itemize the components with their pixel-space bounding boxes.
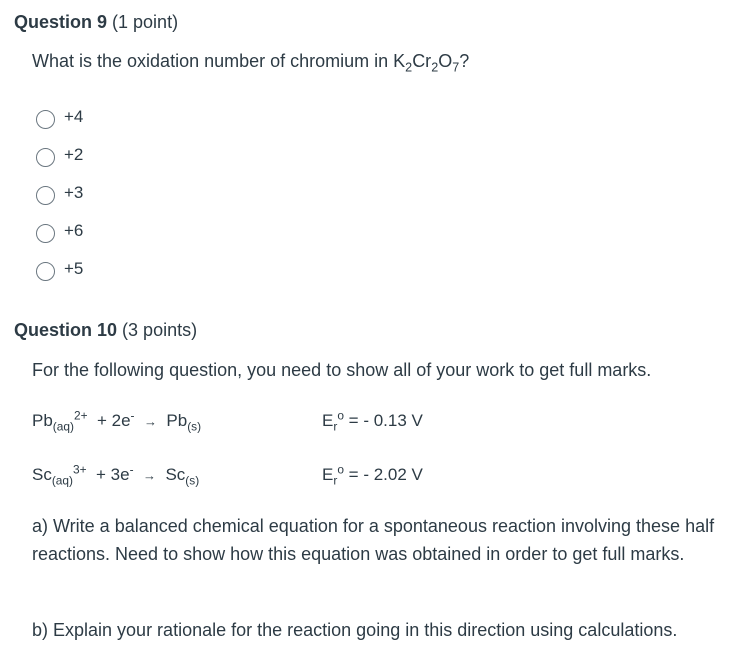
electron-charge: - (129, 462, 134, 477)
potential-value: = - 2.02 V (348, 465, 423, 484)
radio-button[interactable] (36, 110, 55, 129)
potential-pb (322, 408, 423, 434)
electrons: + 2e (96, 411, 131, 430)
potential-sc (322, 462, 423, 488)
cr-symbol: Cr (412, 51, 432, 71)
option-label[interactable]: +4 (64, 107, 84, 126)
reaction-arrow: → (143, 414, 157, 429)
question-9-points: (1 point) (112, 12, 179, 32)
potential-label: E (322, 411, 334, 430)
part-b-text: b) Explain your rationale for the reaction going in this direction using calculations. (32, 620, 678, 640)
cr-subscript: 2 (431, 60, 439, 75)
k-subscript: 2 (405, 60, 413, 75)
radio-button[interactable] (36, 186, 55, 205)
half-reaction-sc (32, 462, 200, 488)
electron-charge: - (130, 408, 135, 423)
radio-button[interactable] (36, 262, 55, 281)
question-10-header (14, 320, 197, 341)
reactant-symbol: Pb (32, 411, 53, 430)
option-label[interactable]: +5 (64, 259, 84, 278)
question-9-title: Question 9 (14, 12, 108, 32)
product-state: (s) (185, 473, 200, 488)
prompt-question-mark: ? (459, 51, 470, 71)
option-label[interactable]: +3 (64, 183, 84, 202)
option-label[interactable]: +6 (64, 221, 84, 240)
o-symbol: O (438, 51, 453, 71)
reaction-arrow: → (143, 468, 156, 483)
potential-value: = - 0.13 V (348, 411, 423, 430)
reactant-charge: 2+ (73, 408, 88, 423)
half-reaction-pb (32, 408, 202, 434)
option-label[interactable]: +2 (64, 145, 84, 164)
reactant-state: (aq) (52, 419, 74, 434)
potential-superscript: o (337, 408, 344, 423)
potential-subscript: r (333, 473, 338, 488)
question-10-instruction: For the following question, you need to show all of your work to get full marks. (32, 360, 652, 380)
product-symbol: Sc (165, 465, 186, 484)
question-9-prompt (32, 51, 470, 75)
prompt-text: What is the oxidation number of chromium in K (32, 51, 406, 71)
potential-subscript: r (333, 419, 338, 434)
product-state: (s) (187, 419, 202, 434)
electrons: + 3e (96, 465, 130, 484)
potential-label: E (322, 465, 334, 484)
reactant-charge: 3+ (73, 462, 87, 477)
question-9-header (14, 12, 178, 33)
reactant-symbol: Sc (32, 465, 52, 484)
question-10-title: Question 10 (14, 320, 118, 340)
potential-superscript: o (337, 462, 344, 477)
radio-button[interactable] (36, 224, 55, 243)
part-a-text: a) Write a balanced chemical equation for a spontaneous reaction involving these half reactions. Need to show how this equation was obtained in order to get full marks. (32, 516, 715, 564)
reactant-state: (aq) (51, 473, 73, 488)
o-subscript: 7 (452, 60, 460, 75)
product-symbol: Pb (166, 411, 188, 430)
question-10-points: (3 points) (122, 320, 198, 340)
radio-button[interactable] (36, 148, 55, 167)
